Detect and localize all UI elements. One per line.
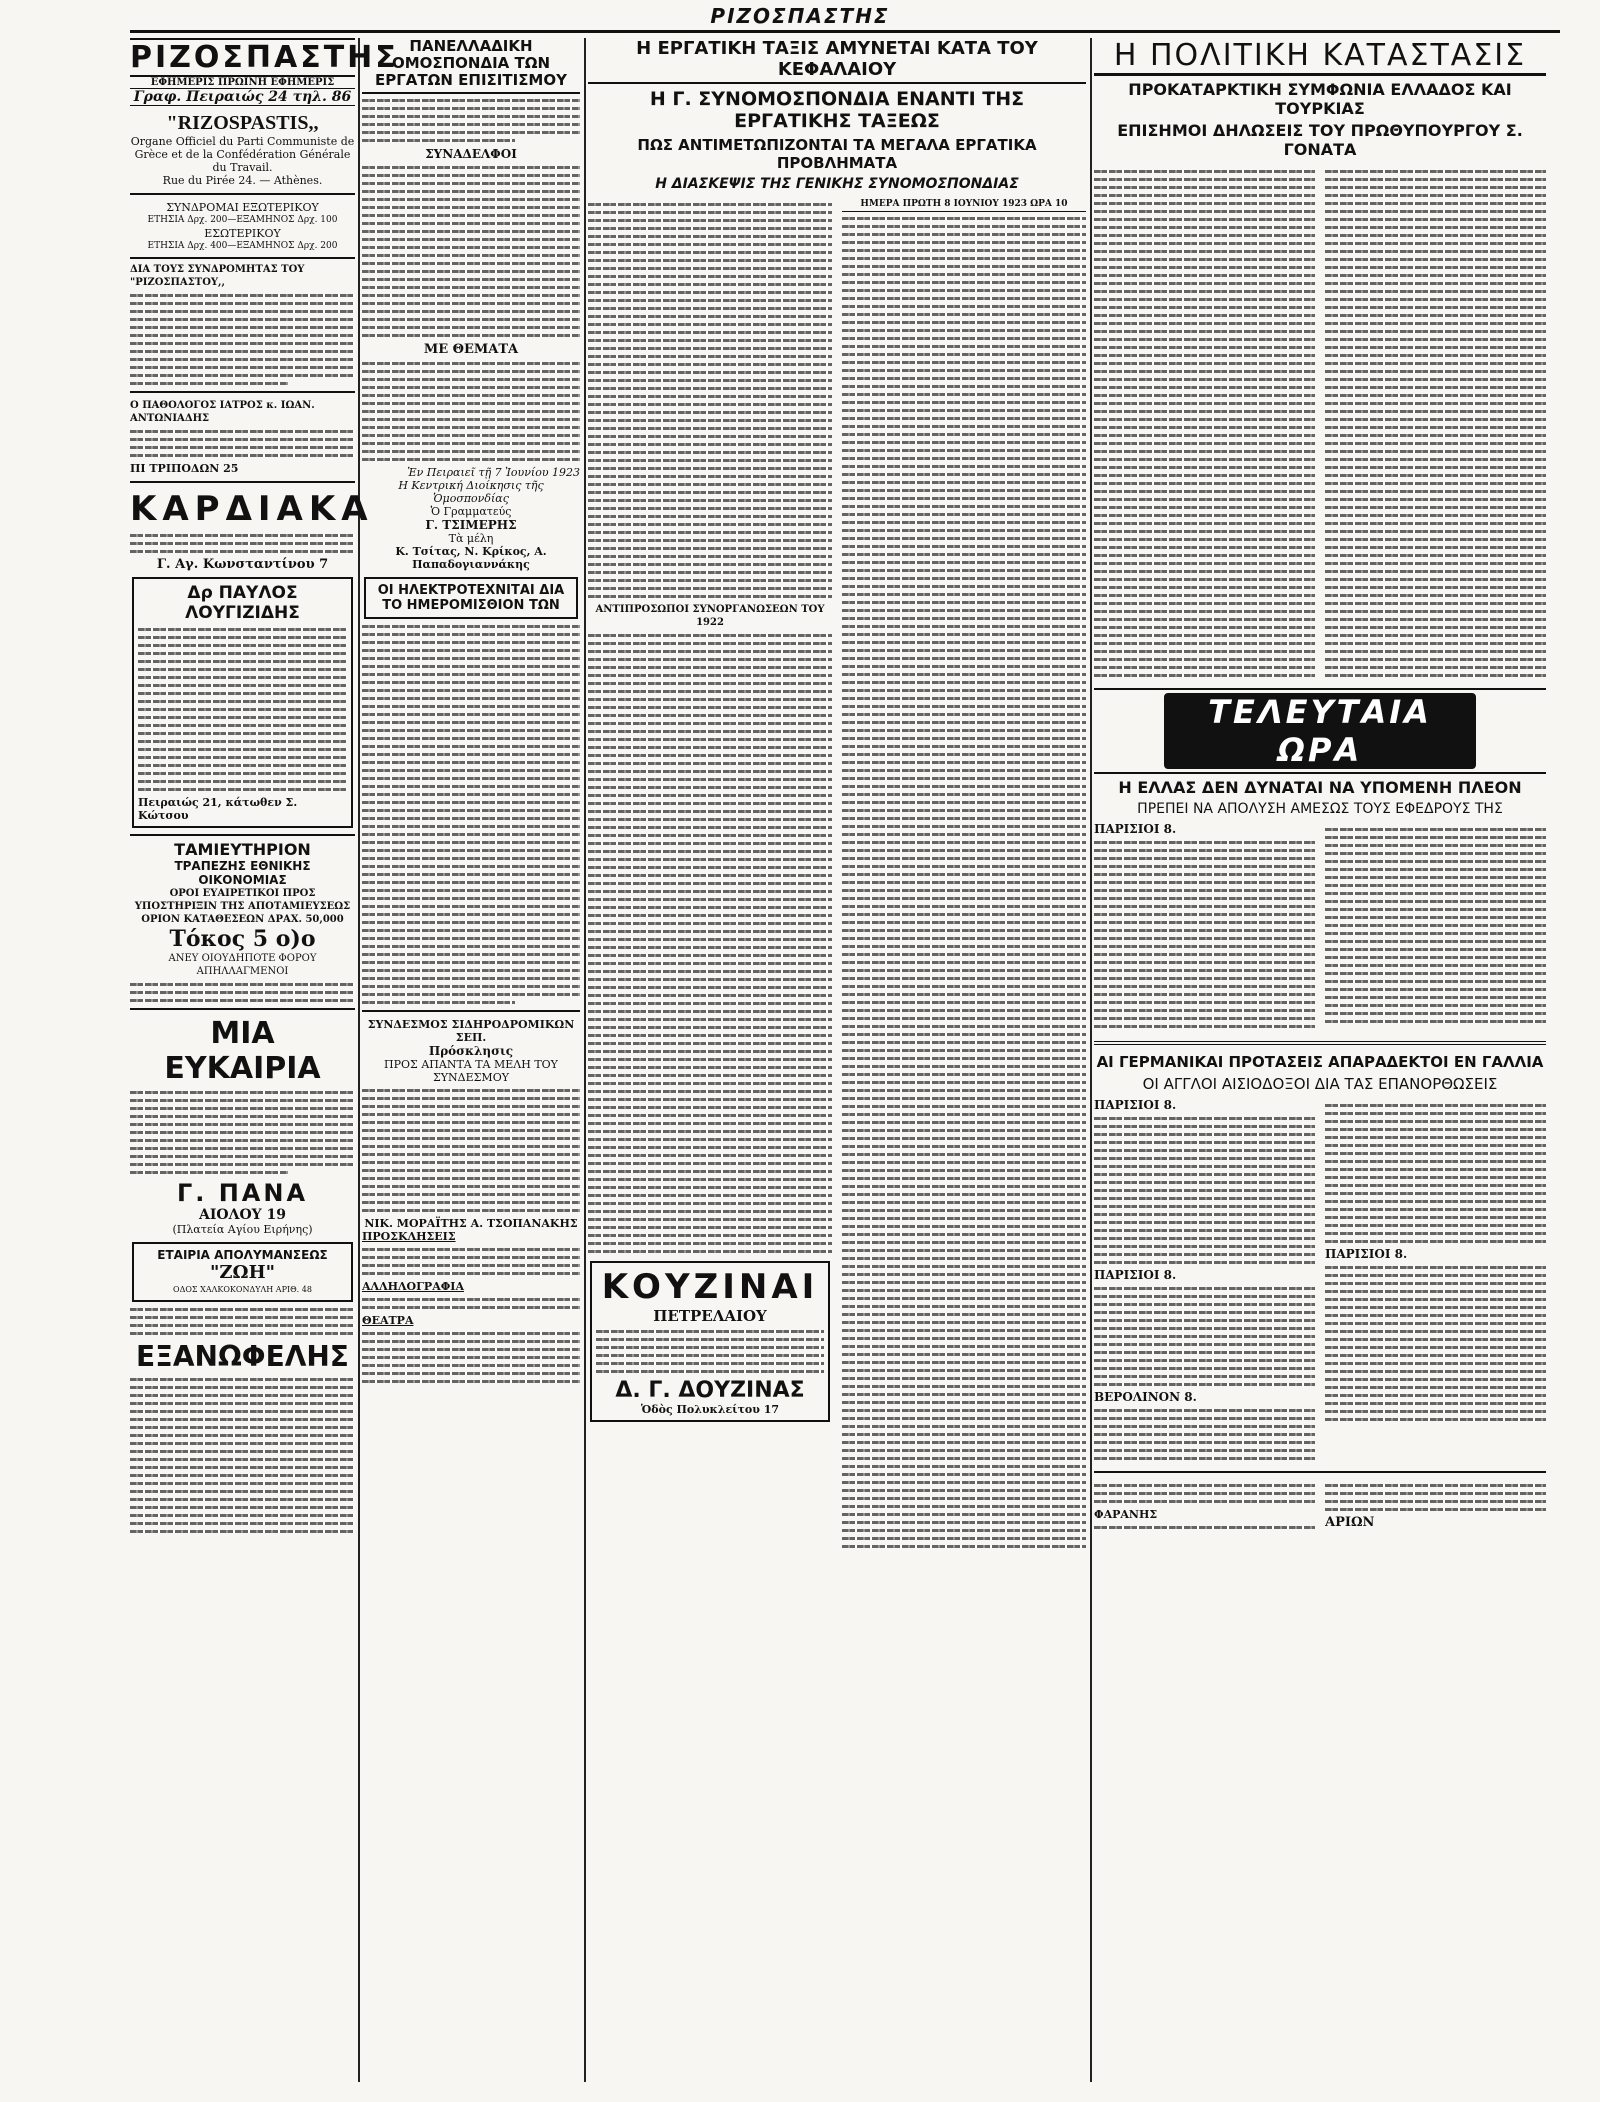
- bank-rate: Τόκος 5 ο)ο: [169, 926, 316, 952]
- arion-notice: ΑΡΙΩΝ: [1325, 1515, 1375, 1530]
- federation-heading: ΠΑΝΕΛΛΑΔΙΚΗ ΟΜΟΣΠΟΝΔΙΑ ΤΩΝ ΕΡΓΑΤΩΝ ΕΠΙΣΙΤΙΣΜΟΥ: [362, 38, 580, 94]
- invitation-sub: ΠΡΟΣ ΑΠΑΝΤΑ ΤΑ ΜΕΛΗ ΤΟΥ ΣΥΝΔΕΣΜΟΥ: [384, 1058, 558, 1084]
- pana-subaddress: (Πλατεία Αγίου Ειρήνης): [172, 1223, 313, 1236]
- column-2: [362, 38, 580, 2082]
- column-4: [1094, 38, 1546, 2082]
- zoi-heading: ΕΤΑΙΡΙΑ ΑΠΟΛΥΜΑΝΣΕΩΣ: [157, 1248, 328, 1262]
- paris-dateline-4: ΠΑΡΙΣΙΟΙ 8.: [1325, 1247, 1408, 1261]
- masthead-subtitle: ΕΦΗΜΕΡΙΣ ΠΡΩΙΝΗ ΕΦΗΜΕΡΙΣ: [150, 77, 335, 88]
- subscriptions-abroad: ΕΤΗΣΙΑ Δρχ. 200—ΕΞΑΜΗΝΟΣ Δρχ. 100: [147, 215, 338, 225]
- paris-dateline-3: ΠΑΡΙΣΙΟΙ 8.: [1094, 1268, 1177, 1282]
- committee: Η Κεντρική Διοίκησις τῆς Ὁμοσπονδίας: [398, 479, 544, 505]
- kitchen-ad-title: ΚΟΥΖΙΝΑΙ: [601, 1267, 819, 1307]
- agreement-headline: ΠΡΟΚΑΤΑΡΚΤΙΚΗ ΣΥΜΦΩΝΙΑ ΕΛΛΑΔΟΣ ΚΑΙ ΤΟΥΡΚΙΑΣ: [1128, 80, 1512, 118]
- article-col-right: [842, 198, 1086, 1553]
- doctor-ad: Ο ΠΑΘΟΛΟΓΟΣ ΙΑΤΡΟΣ κ. ΙΩΑΝ. ΑΝΤΩΝΙΑΔΗΣ: [130, 400, 315, 424]
- varanis-notice: ΦΑΡΑΝΗΣ: [1094, 1508, 1158, 1521]
- pana-name: Γ. ΠΑΝΑ: [176, 1179, 309, 1207]
- doctor-address: ΠΙ ΤΡΙΠΟΔΩΝ 25: [130, 462, 239, 475]
- themata-heading: ΜΕ ΘΕΜΑΤΑ: [423, 342, 519, 357]
- column-rule: [358, 38, 360, 2082]
- pavlos-ad: [132, 577, 353, 828]
- latin-address: Rue du Pirée 24. — Athènes.: [162, 174, 323, 187]
- headline-1: Η ΕΡΓΑΤΙΚΗ ΤΑΞΙΣ ΑΜΥΝΕΤΑΙ ΚΑΤΑ ΤΟΥ ΚΕΦΑΛΑΙΟΥ: [588, 38, 1086, 84]
- synadelfoi-heading: ΣΥΝΑΔΕΛΦΟΙ: [425, 147, 517, 161]
- latin-title: "RIZOSPASTIS,,: [166, 112, 319, 134]
- headline-3: ΠΩΣ ΑΝΤΙΜΕΤΩΠΙΖΟΝΤΑΙ ΤΑ ΜΕΓΑΛΑ ΕΡΓΑΤΙΚΑ ΠΡΟΒΛΗΜΑΤΑ: [637, 136, 1037, 172]
- subscribers-notice: ΔΙΑ ΤΟΥΣ ΣΥΝΔΡΟΜΗΤΑΣ ΤΟΥ "ΡΙΖΟΣΠΑΣΤΟΥ,,: [130, 264, 305, 288]
- kitchen-ad: [590, 1261, 830, 1422]
- kitchen-ad-address: Ὁδὸς Πολυκλείτου 17: [640, 1403, 780, 1416]
- reparations-body: [1094, 1099, 1546, 1465]
- subscriptions-domestic: ΕΤΗΣΙΑ Δρχ. 400—ΕΞΑΜΗΝΟΣ Δρχ. 200: [147, 241, 338, 251]
- text-block: [130, 294, 355, 385]
- masthead: [130, 38, 399, 259]
- bank-tax: ΑΝΕΥ ΟΙΟΥΔΗΠΟΤΕ ΦΟΡΟΥ ΑΠΗΛΛΑΓΜΕΝΟΙ: [168, 953, 317, 977]
- allilografia-heading: ΑΛΛΗΛΟΓΡΑΦΙΑ: [362, 1280, 464, 1293]
- members-label: Τὰ μέλη: [448, 532, 494, 545]
- subscriptions-domestic-heading: ΕΣΩΤΕΡΙΚΟΥ: [204, 227, 281, 240]
- electricians-heading: ΟΙ ΗΛΕΚΤΡΟΤΕΧΝΙΤΑΙ ΔΙΑ ΤΟ ΗΜΕΡΟΜΙΣΘΙΟΝ ΤΩΝ: [364, 577, 578, 619]
- headline-4: Η ΔΙΑΣΚΕΨΙΣ ΤΗΣ ΓΕΝΙΚΗΣ ΣΥΝΟΜΟΣΠΟΝΔΙΑΣ: [655, 176, 1019, 192]
- kardiaka-address: Γ. Αγ. Κωνσταντίνου 7: [156, 557, 329, 572]
- column-3: [588, 38, 1086, 2082]
- secretary-label: Ὁ Γραμματεύς: [430, 505, 512, 518]
- kitchen-ad-firm: Δ. Γ. ΔΟΥΖΙΝΑΣ: [615, 1378, 805, 1403]
- last-hour-banner: [1094, 688, 1546, 774]
- invitation-heading: Πρόσκλησις: [428, 1044, 514, 1058]
- masthead-address: Γραφ. Πειραιώς 24 τηλ. 86: [130, 88, 355, 106]
- headline-2: Η Γ. ΣΥΝΟΜΟΣΠΟΝΔΙΑ ΕΝΑΝΤΙ ΤΗΣ ΕΡΓΑΤΙΚΗΣ ΤΑΞΕΩΣ: [649, 88, 1025, 132]
- last-hour-body: [1094, 823, 1546, 1033]
- article-body: [588, 198, 1086, 1553]
- berlin-dateline: ΒΕΡΟΛΙΝΟΝ 8.: [1094, 1390, 1197, 1404]
- pm-headline: ΕΠΙΣΗΜΟΙ ΔΗΛΩΣΕΙΣ ΤΟΥ ΠΡΩΘΥΠΟΥΡΓΟΥ Σ. ΓΟΝΑΤΑ: [1117, 121, 1523, 159]
- members-names: Κ. Τσίτας, Ν. Κρίκος, Α. Παπαδογιαννάκης: [395, 545, 547, 571]
- column-rule: [1090, 38, 1092, 2082]
- zoi-address: ΟΔΟΣ ΧΑΛΚΟΚΟΝΔΥΛΗ ΑΡΙΘ. 48: [173, 1285, 312, 1294]
- bank-terms: ΟΡΟΙ ΕΥΑΙΡΕΤΙΚΟΙ ΠΡΟΣ ΥΠΟΣΤΗΡΙΞΙΝ ΤΗΣ ΑΠΟΤΑΜΙΕΥΣΕΩΣ: [134, 888, 351, 912]
- dateline: Ἐν Πειραιεῖ τῇ 7 Ἰουνίου 1923: [407, 466, 580, 479]
- zoi-ad: [132, 1242, 353, 1302]
- german-proposals-headline: ΑΙ ΓΕΡΜΑΝΙΚΑΙ ΠΡΟΤΑΣΕΙΣ ΑΠΑΡΑΔΕΚΤΟΙ ΕΝ ΓΑΛΛΙΑ: [1096, 1053, 1544, 1071]
- zoi-name: "ΖΩΗ": [210, 1262, 275, 1283]
- railway-union: ΣΥΝΔΕΣΜΟΣ ΣΙΔΗΡΟΔΡΟΜΙΚΩΝ ΣΕΠ.: [367, 1018, 575, 1044]
- session-dateline: ΗΜΕΡΑ ΠΡΩΤΗ 8 ΙΟΥΝΙΟΥ 1923 ΩΡΑ 10: [842, 198, 1086, 212]
- paris-dateline: ΠΑΡΙΣΙΟΙ 8.: [1094, 822, 1177, 836]
- last-hour-title: ΤΕΛΕΥΤΑΙΑ ΩΡΑ: [1164, 693, 1476, 769]
- article-col-left: [588, 198, 832, 1553]
- kardiaka-ad: ΚΑΡΔΙΑΚΑ: [130, 489, 374, 529]
- last-hour-headline-2: ΠΡΕΠΕΙ ΝΑ ΑΠΟΛΥΣΗ ΑΜΕΣΩΣ ΤΟΥΣ ΕΦΕΔΡΟΥΣ ΤΗΣ: [1137, 801, 1503, 817]
- bank-minimum: ΟΡΙΟΝ ΚΑΤΑΘΕΣΕΩΝ ΔΡΑΧ. 50,000: [141, 914, 344, 925]
- pana-address: ΑΙΟΛΟΥ 19: [198, 1207, 286, 1223]
- mid-heading: ΑΝΤΙΠΡΟΣΩΠΟΙ ΣΥΝΟΡΓΑΝΩΣΕΩΝ ΤΟΥ 1922: [595, 604, 825, 628]
- english-optimistic-headline: ΟΙ ΑΓΓΛΟΙ ΑΙΣΙΟΔΟΞΟΙ ΔΙΑ ΤΑΣ ΕΠΑΝΟΡΘΩΣΕΙΣ: [1142, 1075, 1498, 1093]
- last-hour-headline-1: Η ΕΛΛΑΣ ΔΕΝ ΔΥΝΑΤΑΙ ΝΑ ΥΠΟΜΕΝΗ ΠΛΕΟΝ: [1118, 778, 1522, 797]
- bank-ad: [130, 834, 355, 1002]
- theatra-heading: ΘΕΑΤΡΑ: [362, 1314, 414, 1327]
- subscriptions-heading: ΣΥΝΔΡΟΜΑΙ ΕΞΩΤΕΡΙΚΟΥ: [166, 201, 319, 214]
- political-headline: Η ΠΟΛΙΤΙΚΗ ΚΑΤΑΣΤΑΣΙΣ: [1094, 38, 1546, 76]
- bank-heading: ΤΑΜΙΕΥΤΗΡΙΟΝ: [174, 840, 311, 859]
- exanofelis-ad: ΕΞΑΝΩΦΕΛΗΣ: [136, 1340, 349, 1373]
- masthead-title: ΡΙΖΟΣΠΑΣΤΗΣ: [130, 40, 399, 75]
- secretary-name: Γ. ΤΣΙΜΕΡΗΣ: [425, 518, 517, 532]
- latin-subtitle: Organe Officiel du Parti Communiste de Grèce et de la Confédération Générale du Travail.: [130, 135, 355, 174]
- political-body: [1094, 165, 1546, 682]
- kitchen-ad-subtitle: ΠΕΤΡΕΛΑΙΟΥ: [653, 1307, 767, 1325]
- pavlos-title: Δρ ΠΑΥΛΟΣ ΛΟΥΓΙΖΙΔΗΣ: [185, 583, 300, 623]
- proskliseis-heading: ΠΡΟΣΚΛΗΣΕΙΣ: [362, 1230, 456, 1243]
- mia-eukairia: ΜΙΑ ΕΥΚΑΙΡΙΑ: [164, 1016, 321, 1086]
- bank-name: ΤΡΑΠΕΖΗΣ ΕΘΝΙΚΗΣ ΟΙΚΟΝΟΜΙΑΣ: [174, 859, 311, 887]
- invitation-signers: ΝΙΚ. ΜΟΡΑΪΤΗΣ Α. ΤΣΟΠΑΝΑΚΗΣ: [364, 1217, 578, 1230]
- column-rule: [584, 38, 586, 2082]
- running-head: ΡΙΖΟΣΠΑΣΤΗΣ: [710, 4, 890, 28]
- bottom-notices: [1094, 1479, 1546, 1534]
- paris-dateline-2: ΠΑΡΙΣΙΟΙ 8.: [1094, 1098, 1177, 1112]
- top-rule: [130, 30, 1560, 33]
- pavlos-address: Πειραιώς 21, κάτωθεν Σ. Κώτσου: [138, 796, 298, 822]
